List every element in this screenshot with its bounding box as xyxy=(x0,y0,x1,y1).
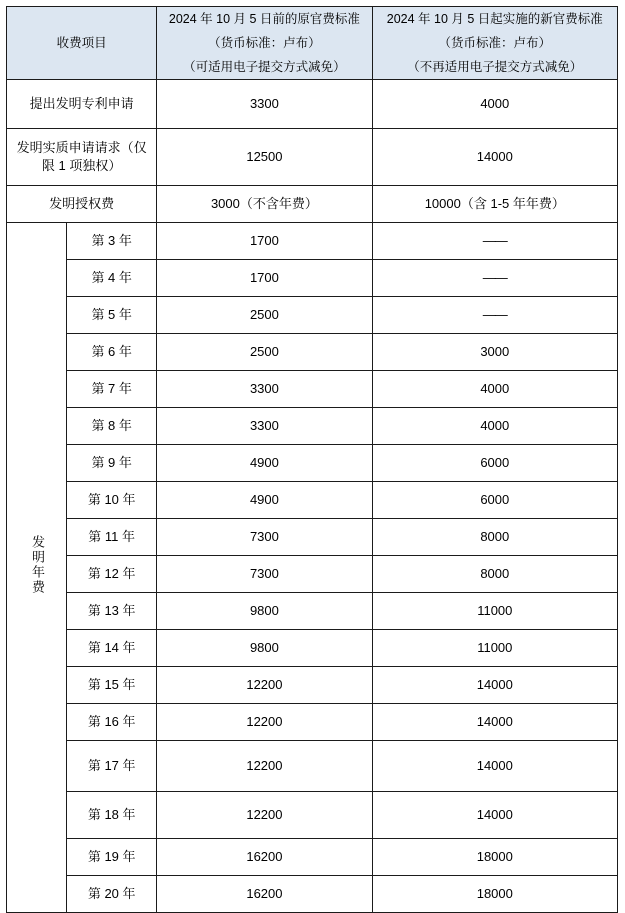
header-old-line-1: 2024 年 10 月 5 日前的原官费标准 xyxy=(168,12,360,26)
annual-old-value: 12200 xyxy=(157,792,372,839)
annual-new-value: —— xyxy=(372,297,617,334)
annual-new-value: 14000 xyxy=(372,792,617,839)
table-row xyxy=(7,297,618,334)
annual-old-value: 12200 xyxy=(157,704,372,741)
annual-year-label: 第 20 年 xyxy=(67,876,157,913)
header-old-line-2: （货币标准：卢布） xyxy=(208,36,321,51)
annual-new-value: 11000 xyxy=(372,630,617,667)
annual-new-value: —— xyxy=(372,223,617,260)
header-cell-old xyxy=(157,7,372,80)
table-row xyxy=(7,445,618,482)
annual-new-value: —— xyxy=(372,260,617,297)
annual-new-value: 6000 xyxy=(372,445,617,482)
table-row xyxy=(7,186,618,223)
header-cell-item xyxy=(7,7,157,80)
row-item-label: 发明授权费 xyxy=(7,186,157,223)
annual-fee-group-text: 发明年费 xyxy=(30,534,46,595)
annual-new-value: 4000 xyxy=(372,371,617,408)
annual-old-value: 16200 xyxy=(157,839,372,876)
annual-new-value: 11000 xyxy=(372,593,617,630)
row-old-value: 12500 xyxy=(157,129,372,186)
row-item-label: 发明实质申请请求（仅限 1 项独权） xyxy=(7,129,157,186)
annual-year-label: 第 15 年 xyxy=(67,667,157,704)
annual-old-value: 2500 xyxy=(157,297,372,334)
row-old-value: 3300 xyxy=(157,80,372,129)
table-row xyxy=(7,593,618,630)
table-row xyxy=(7,519,618,556)
header-new-line-1: 2024 年 10 月 5 日起实施的新官费标准 xyxy=(386,12,603,26)
annual-year-label: 第 6 年 xyxy=(67,334,157,371)
table-row xyxy=(7,371,618,408)
annual-new-value: 18000 xyxy=(372,876,617,913)
annual-old-value: 3300 xyxy=(157,371,372,408)
annual-new-value: 3000 xyxy=(372,334,617,371)
header-row xyxy=(7,7,618,80)
annual-year-label: 第 14 年 xyxy=(67,630,157,667)
annual-old-value: 1700 xyxy=(157,223,372,260)
annual-old-value: 4900 xyxy=(157,482,372,519)
header-cell-new xyxy=(372,7,617,80)
annual-year-label: 第 4 年 xyxy=(67,260,157,297)
header-item-label: 收费项目 xyxy=(56,36,107,51)
annual-old-value: 4900 xyxy=(157,445,372,482)
table-row xyxy=(7,260,618,297)
table-header xyxy=(7,7,618,80)
annual-year-label: 第 9 年 xyxy=(67,445,157,482)
annual-old-value: 7300 xyxy=(157,519,372,556)
table-row xyxy=(7,839,618,876)
annual-year-label: 第 12 年 xyxy=(67,556,157,593)
annual-year-label: 第 3 年 xyxy=(67,223,157,260)
row-new-value: 10000（含 1-5 年年费） xyxy=(372,186,617,223)
table-row xyxy=(7,741,618,792)
table-row xyxy=(7,630,618,667)
annual-new-value: 14000 xyxy=(372,704,617,741)
annual-new-value: 14000 xyxy=(372,667,617,704)
annual-year-label: 第 19 年 xyxy=(67,839,157,876)
annual-new-value: 8000 xyxy=(372,556,617,593)
annual-old-value: 7300 xyxy=(157,556,372,593)
table-row xyxy=(7,334,618,371)
annual-year-label: 第 11 年 xyxy=(67,519,157,556)
annual-year-label: 第 16 年 xyxy=(67,704,157,741)
table-row xyxy=(7,704,618,741)
fee-table xyxy=(6,6,618,913)
row-new-value: 4000 xyxy=(372,80,617,129)
row-item-label: 提出发明专利申请 xyxy=(7,80,157,129)
table-row xyxy=(7,408,618,445)
annual-new-value: 14000 xyxy=(372,741,617,792)
annual-new-value: 8000 xyxy=(372,519,617,556)
annual-year-label: 第 18 年 xyxy=(67,792,157,839)
annual-year-label: 第 10 年 xyxy=(67,482,157,519)
table-row xyxy=(7,792,618,839)
annual-old-value: 9800 xyxy=(157,630,372,667)
row-new-value: 14000 xyxy=(372,129,617,186)
header-new-line-2: （货币标准：卢布） xyxy=(438,36,552,51)
table-row xyxy=(7,667,618,704)
table-row xyxy=(7,80,618,129)
annual-year-label: 第 17 年 xyxy=(67,741,157,792)
document-page xyxy=(0,6,625,901)
table-row xyxy=(7,556,618,593)
annual-old-value: 2500 xyxy=(157,334,372,371)
header-new-line-3: （不再适用电子提交方式减免） xyxy=(407,60,583,75)
row-old-value: 3000（不含年费） xyxy=(157,186,372,223)
annual-new-value: 6000 xyxy=(372,482,617,519)
annual-year-label: 第 5 年 xyxy=(67,297,157,334)
annual-old-value: 3300 xyxy=(157,408,372,445)
annual-fee-group-label xyxy=(7,223,67,913)
annual-old-value: 1700 xyxy=(157,260,372,297)
table-row xyxy=(7,223,618,260)
table-body xyxy=(7,80,618,913)
annual-new-value: 4000 xyxy=(372,408,617,445)
header-old-line-3: （可适用电子提交方式减免） xyxy=(183,60,346,75)
table-row xyxy=(7,876,618,913)
annual-new-value: 18000 xyxy=(372,839,617,876)
annual-year-label: 第 13 年 xyxy=(67,593,157,630)
annual-old-value: 12200 xyxy=(157,667,372,704)
table-row xyxy=(7,482,618,519)
annual-old-value: 16200 xyxy=(157,876,372,913)
annual-year-label: 第 8 年 xyxy=(67,408,157,445)
annual-old-value: 12200 xyxy=(157,741,372,792)
table-row xyxy=(7,129,618,186)
annual-year-label: 第 7 年 xyxy=(67,371,157,408)
annual-old-value: 9800 xyxy=(157,593,372,630)
